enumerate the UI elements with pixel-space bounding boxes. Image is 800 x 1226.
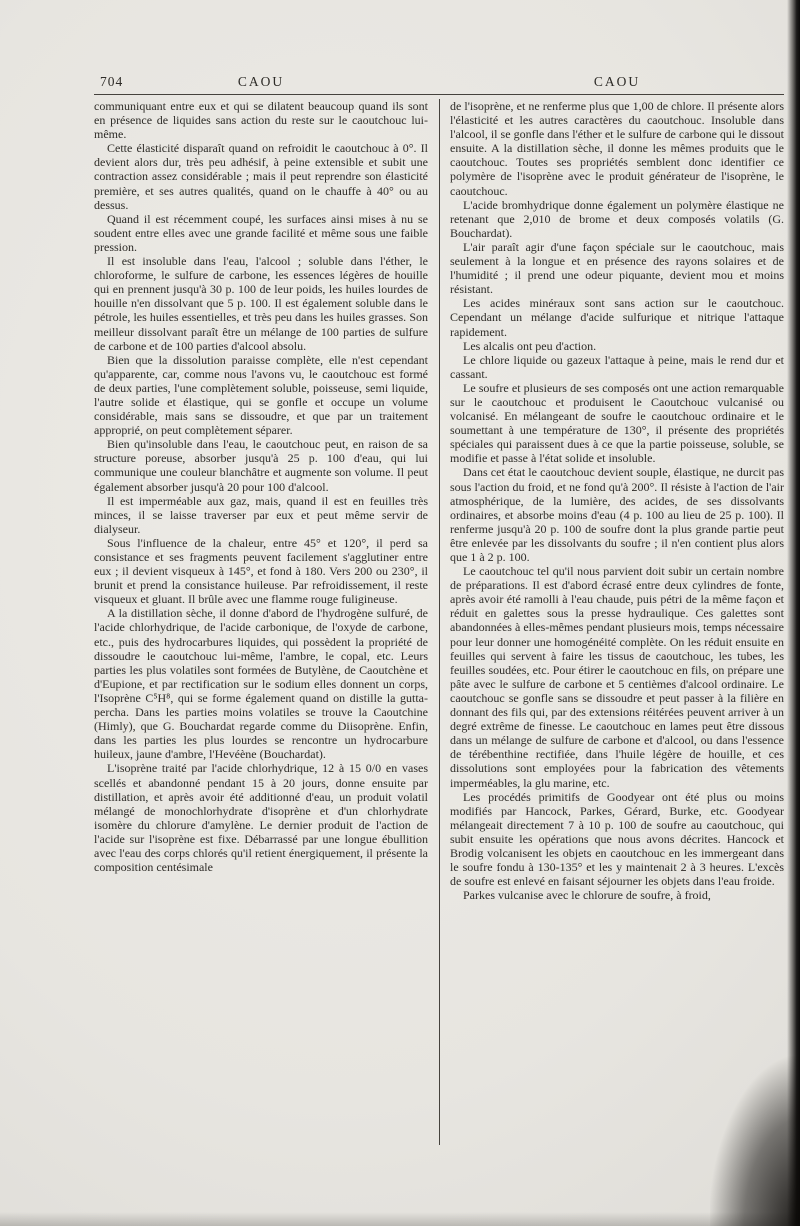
paragraph: Les alcalis ont peu d'action. <box>463 338 597 353</box>
paragraph: L'isoprène traité par l'acide chlorhydrique, 12 à 15 0/0 en vases scellés et abandonné pendant 15 à 20 jours, donne ensuite par distillation, et après avoir été additionné d'eau, un produit volatil mélangé de monochlorhydrate d'isoprène et d'un chlorhydrate isomère du chlorure d'amylène. Le dernier produit de l'action de l'acide sur l'isoprène est fixe. Débarrassé par une longue ébullition avec l'eau des corps chlorés qu'il retient énergiquement, il présente la composition centésimale <box>94 761 428 875</box>
paragraph: Le caoutchouc tel qu'il nous parvient doit subir un certain nombre de préparations. Il est d'abord écrasé entre deux cylindres de fonte, après avoir été ramolli à l'eau chaude, puis pétri de la même façon et réduit en galettes sous la presse hydraulique. Ces galettes sont abandonnées à elles-mêmes pendant plusieurs mois, temps nécessaire pour leur donner une homogénéité complète. On les réduit ensuite en feuilles qui servent à faire les tissus de caoutchouc, les tubes, les feuilles soudées, etc. Pour étirer le caoutchouc en fils, on prépare une pâte avec le sulfure de carbone et 5 centièmes d'alcool ordinaire. Le caoutchouc se gonfle sans se dissoudre et peut passer à la filière en donnant des fils qui, par des extensions réitérées peuvent arriver à un degré extrême de finesse. Le caoutchouc en lames peut être dissous dans un mélange de sulfure de carbone et d'alcool, ou dans l'essence de térébenthine rectifiée, dans l'huile légère de houille, et ces dissolutions sont employées pour la fabrication des vêtements imperméables, la glu marine, etc. <box>450 564 784 790</box>
paragraph: communiquant entre eux et qui se dilatent beaucoup quand ils sont en présence de liquides sans action du reste sur le caoutchouc lui-même. <box>94 99 428 142</box>
paragraph: L'air paraît agir d'une façon spéciale sur le caoutchouc, mais seulement à la longue et en présence des rayons solaires et de l'humidité ; il prend une odeur piquante, devient mou et moins résistant. <box>450 239 784 297</box>
header-rule <box>94 94 784 95</box>
paragraph: Parkes vulcanise avec le chlorure de soufre, à froid, <box>463 888 711 903</box>
running-title-left: CAOU <box>237 74 285 89</box>
paragraph: Bien que la dissolution paraisse complète, elle n'est cependant qu'apparente, car, comme nous l'avons vu, le caoutchouc est formé de deux parties, l'une complètement soluble, poisseuse, semi liquide, l'autre solide et élastique, qui se gonfle et occupe un volume considérable, mais sans se dissoudre, et que par un traitement approprié, on peut complètement séparer. <box>94 352 428 438</box>
text-column-right <box>450 99 784 1145</box>
paragraph: Les acides minéraux sont sans action sur le caoutchouc. Cependant un mélange d'acide sulfurique et nitrique l'attaque rapidement. <box>450 296 784 339</box>
paragraph: Sous l'influence de la chaleur, entre 45° et 120°, il perd sa consistance et ses fragments peuvent facilement s'agglutiner entre eux ; il devient visqueux à 145°, et fond à 180. Vers 200 ou 230°, il brunit et prend la consistance huileuse. Par refroidissement, il reste visqueux et gluant. Il brûle avec une flamme rouge fuligineuse. <box>94 535 428 607</box>
text-columns <box>94 99 784 1145</box>
paragraph: Les procédés primitifs de Goodyear ont été plus ou moins modifiés par Hancock, Parkes, Gérard, Burke, etc. Goodyear mélangeait directement 7 à 10 p. 100 de soufre au caoutchouc, qui subit ensuite les opérations que nous avons décrites. Hancock et Brodig volcanisent les objets en caoutchouc en les immergeant dans le soufre fondu à 130-135° et les y maintenait 2 à 3 heures. L'excès de soufre est enlevé en faisant séjourner les objets dans l'eau froide. <box>450 789 784 889</box>
column-divider <box>439 99 440 1145</box>
paragraph: Le chlore liquide ou gazeux l'attaque à peine, mais le rend dur et cassant. <box>450 352 784 381</box>
paragraph: A la distillation sèche, il donne d'abord de l'hydrogène sulfuré, de l'acide chlorhydrique, de l'acide carbonique, de l'oxyde de carbone, etc., puis des hydrocarbures liquides, qui possèdent la propriété de dissoudre le caoutchouc lui-même, l'ambre, le copal, etc. Leurs parties les plus volatiles sont formées de Butylène, de Caoutchène et d'Eupione, et par rectification sur le sodium elles donnent un corps, l'Isoprène C⁵H⁸, qui se forme également quand on distille la gutta-percha. Dans les parties moins volatiles se trouve la Caoutchine (Himly), que G. Bouchardat regarde comme du Diisoprène. Enfin, dans les parties les plus lourdes se rencontre un hydrocarbure huileux, jaune d'ambre, l'Hevéène (Bouchardat). <box>94 606 428 762</box>
paragraph: L'acide bromhydrique donne également un polymère élastique ne retenant que 2,010 de brome et deux composés volatils (G. Bouchardat). <box>450 197 784 240</box>
page-number: 704 <box>100 74 124 89</box>
running-title-right: CAOU <box>593 74 641 89</box>
paragraph: Quand il est récemment coupé, les surfaces ainsi mises à nu se soudent entre elles avec une grande facilité et même sous une faible pression. <box>94 211 428 254</box>
paragraph: Bien qu'insoluble dans l'eau, le caoutchouc peut, en raison de sa structure poreuse, absorber jusqu'à 25 p. 100 d'eau, qui lui communique une couleur blanchâtre et augmente son volume. Il peut également absorber jusqu'à 20 pour 100 d'alcool. <box>94 437 428 494</box>
scan-right-edge-artifact <box>787 0 800 1226</box>
paragraph: Le soufre et plusieurs de ses composés ont une action remarquable sur le caoutchouc et produisent le Caoutchouc vulcanisé ou volcanisé. En mélangeant de soufre le caoutchouc ordinaire et le soumettant à une température de 130°, il présente des propriétés spéciales qui paraissent dues à ce que la partie poisseuse, soluble, se modifie et passe à l'état solide et insoluble. <box>450 380 784 466</box>
paragraph: Il est insoluble dans l'eau, l'alcool ; soluble dans l'éther, le chloroforme, le sulfure de carbone, les essences légères de houille qui en prennent jusqu'à 30 p. 100 de leur poids, les huiles lourdes de houille n'en dissolvant que 5 p. 100. Il est également soluble dans le pétrole, les huiles essentielles, et très peu dans les huiles grasses. Son meilleur dissolvant paraît être un mélange de 100 parties de sulfure de carbone et de 100 parties d'alcool absolu. <box>94 254 428 353</box>
page-content <box>94 74 784 1145</box>
text-column-left <box>94 99 428 1145</box>
scan-bottom-shadow <box>0 1212 800 1226</box>
paragraph: Il est imperméable aux gaz, mais, quand il est en feuilles très minces, il se laisse traverser par eux et peut même servir de dialyseur. <box>94 493 428 536</box>
paragraph: de l'isoprène, et ne renferme plus que 1,00 de chlore. Il présente alors l'élasticité et les autres caractères du caoutchouc. Insoluble dans l'alcool, il se gonfle dans l'éther et le sulfure de carbone qui le dissout ensuite. A la distillation sèche, il donne les mêmes produits que le caoutchouc. Toutes ses propriétés semblent donc identifier ce polymère de l'isoprène avec le produit générateur de l'isoprène, le caoutchouc. <box>450 99 784 198</box>
paragraph: Cette élasticité disparaît quand on refroidit le caoutchouc à 0°. Il devient alors dur, très peu adhésif, à peine extensible et subit une contraction assez considérable ; mais il peut reprendre son élasticité première, et ses autres qualités, quand on le chauffe à 40° ou au dessus. <box>94 141 428 212</box>
running-header <box>94 74 784 92</box>
paragraph: Dans cet état le caoutchouc devient souple, élastique, ne durcit pas sous l'action du froid, et ne fond qu'à 200°. Il résiste à l'action de l'air atmosphérique, de la lumière, des acides, de ses dissolvants ordinaires, et absorbe moins d'eau (4 p. 100 au lieu de 25 p. 100). Il renferme jusqu'à 20 p. 100 de soufre dont la plus grande partie peut être enlevée par les dissolvants du soufre ; il n'en contient plus alors que 1 à 2 p. 100. <box>450 465 784 564</box>
